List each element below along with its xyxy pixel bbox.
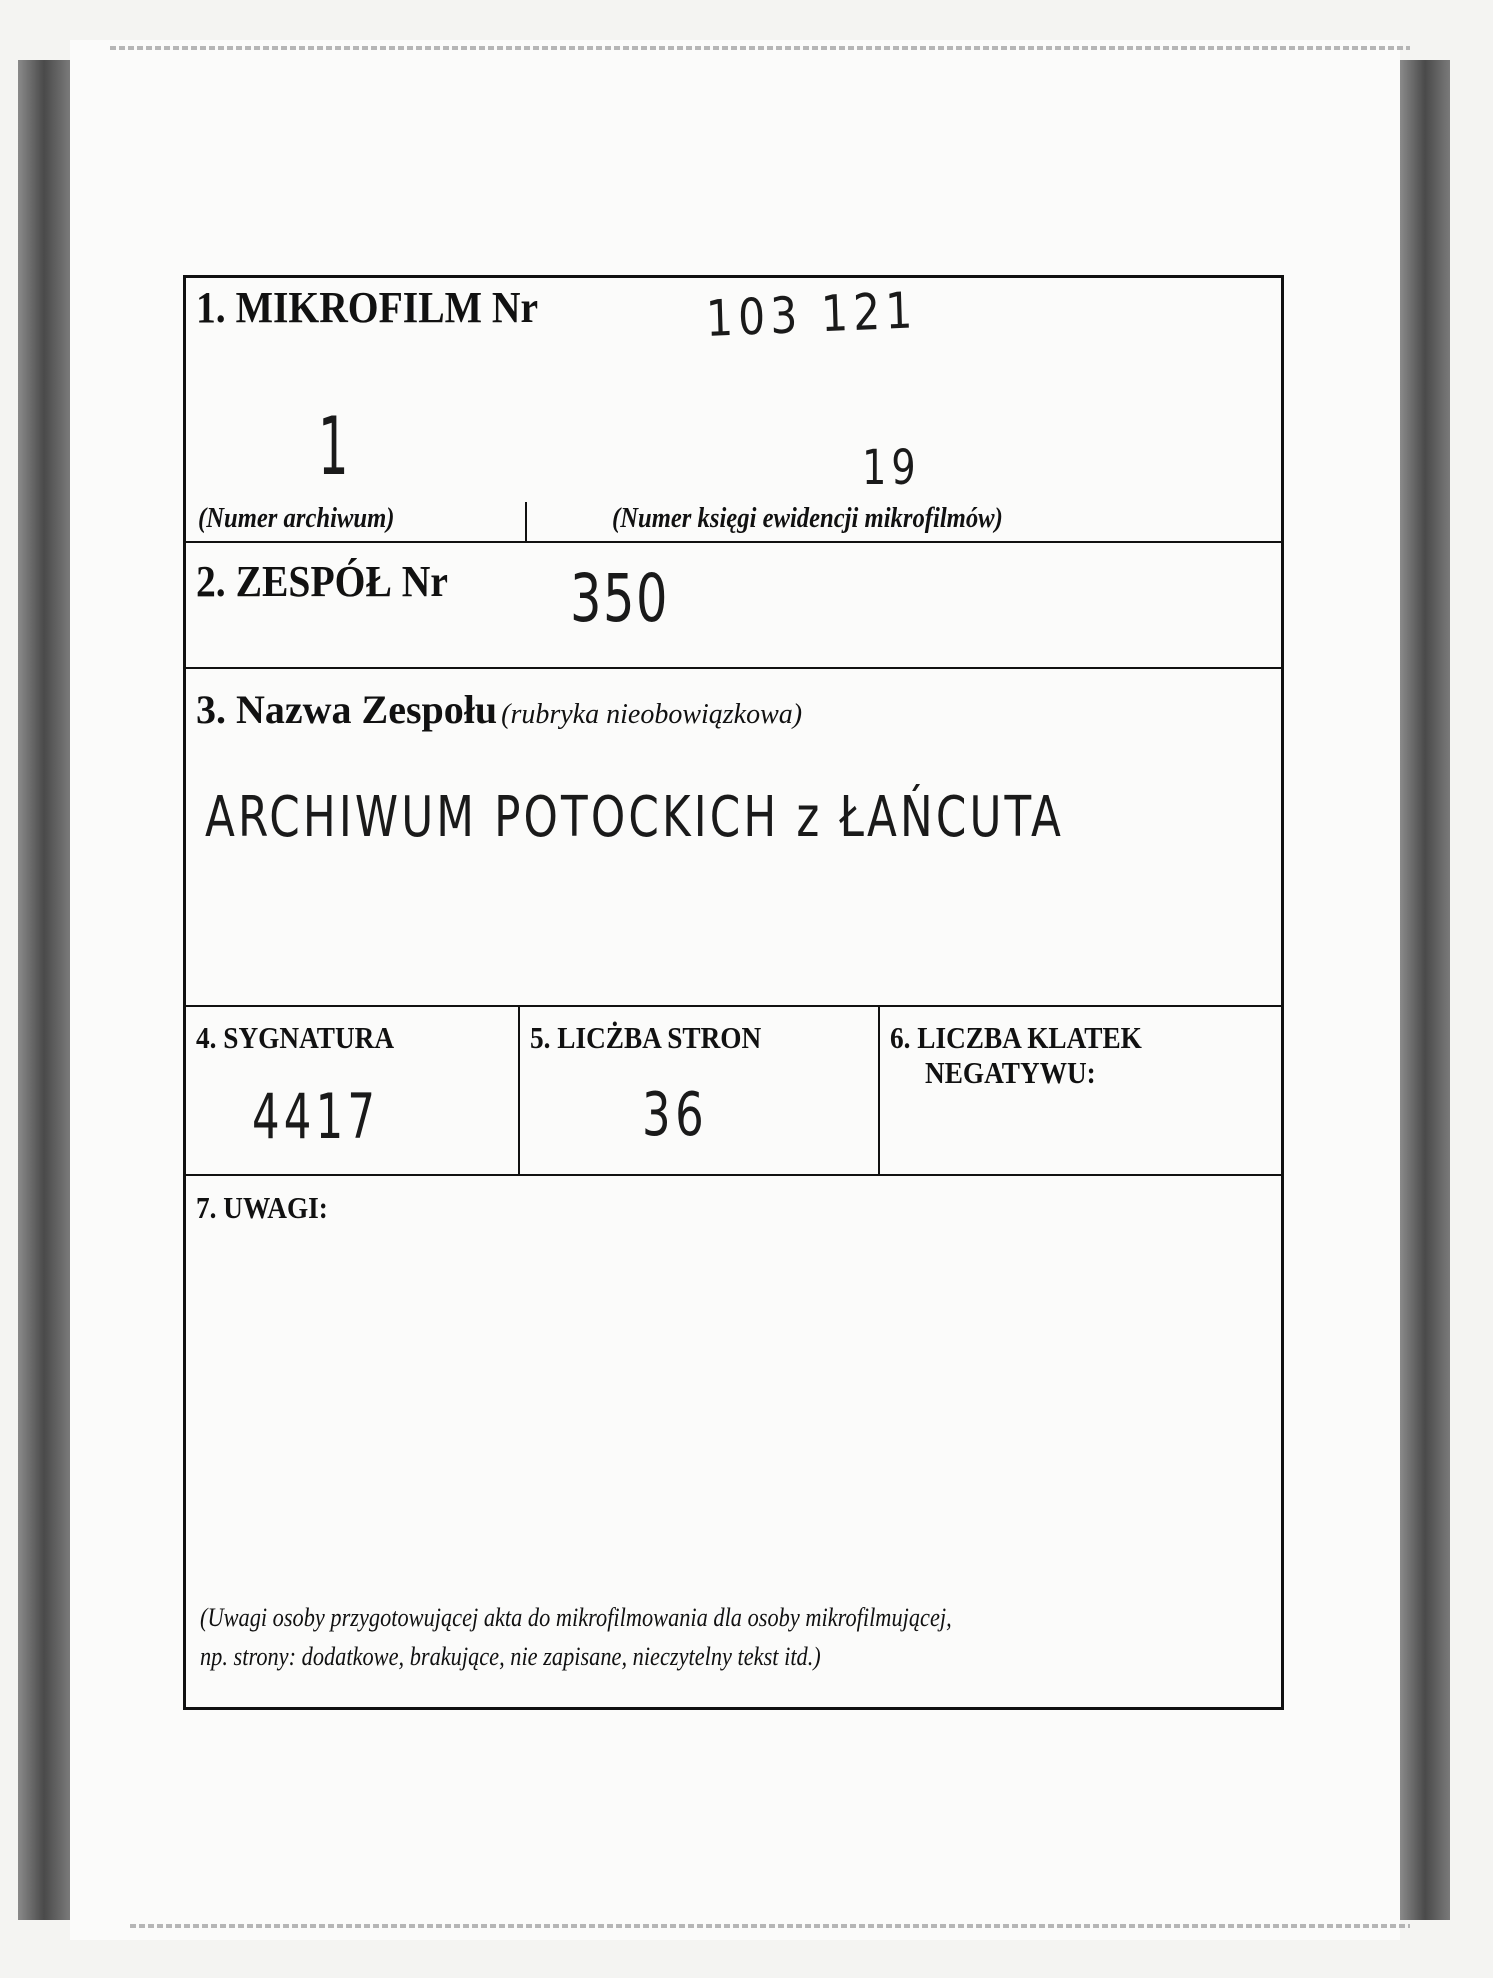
page-count-label: 5. LICŻBA STRON xyxy=(530,1020,762,1055)
negative-frames-label-line2: NEGATYWU: xyxy=(925,1055,1096,1090)
microfilm-label: 1. MIKROFILM Nr xyxy=(196,283,539,332)
scan-edge-right xyxy=(1400,60,1450,1920)
divider-row3 xyxy=(183,1005,1284,1007)
fonds-name-label: 3. Nazwa Zespołu xyxy=(196,687,498,732)
fonds-number: 350 xyxy=(570,560,669,637)
divider-row1 xyxy=(183,541,1284,543)
divider-col1 xyxy=(518,1005,520,1175)
remarks-note-line1: (Uwagi osoby przygotowującej akta do mikrofilmowania dla osoby mikrofilmującej, xyxy=(200,1603,952,1632)
signature-label: 4. SYGNATURA xyxy=(196,1020,395,1055)
register-number: 19 xyxy=(862,440,921,496)
fonds-name-label-group xyxy=(196,686,802,733)
scan-edge-left xyxy=(18,60,70,1920)
archive-number-caption: (Numer archiwum) xyxy=(198,503,395,534)
caption-separator xyxy=(525,502,527,542)
scan-stripe-top xyxy=(110,46,1410,50)
page-count-value: 36 xyxy=(642,1080,709,1150)
signature-value: 4417 xyxy=(252,1080,380,1153)
divider-col2 xyxy=(878,1005,880,1175)
scan-stripe-bottom xyxy=(130,1924,1410,1928)
fonds-name-optional-note: (rubryka nieobowiązkowa) xyxy=(501,699,803,730)
divider-row2 xyxy=(183,667,1284,669)
fonds-name-value: ARCHIWUM POTOCKICH z ŁAŃCUTA xyxy=(205,785,1064,850)
register-number-caption: (Numer księgi ewidencji mikrofilmów) xyxy=(612,503,1003,534)
remarks-note-line2: np. strony: dodatkowe, brakujące, nie zapisane, nieczytelny tekst itd.) xyxy=(200,1642,821,1671)
archive-number: 1 xyxy=(318,400,353,493)
remarks-label: 7. UWAGI: xyxy=(196,1190,328,1225)
fonds-number-label: 2. ZESPÓŁ Nr xyxy=(196,557,448,606)
divider-row4 xyxy=(183,1174,1284,1176)
microfilm-number: 103 121 xyxy=(705,281,919,348)
negative-frames-label-line1: 6. LICZBA KLATEK xyxy=(890,1020,1142,1055)
